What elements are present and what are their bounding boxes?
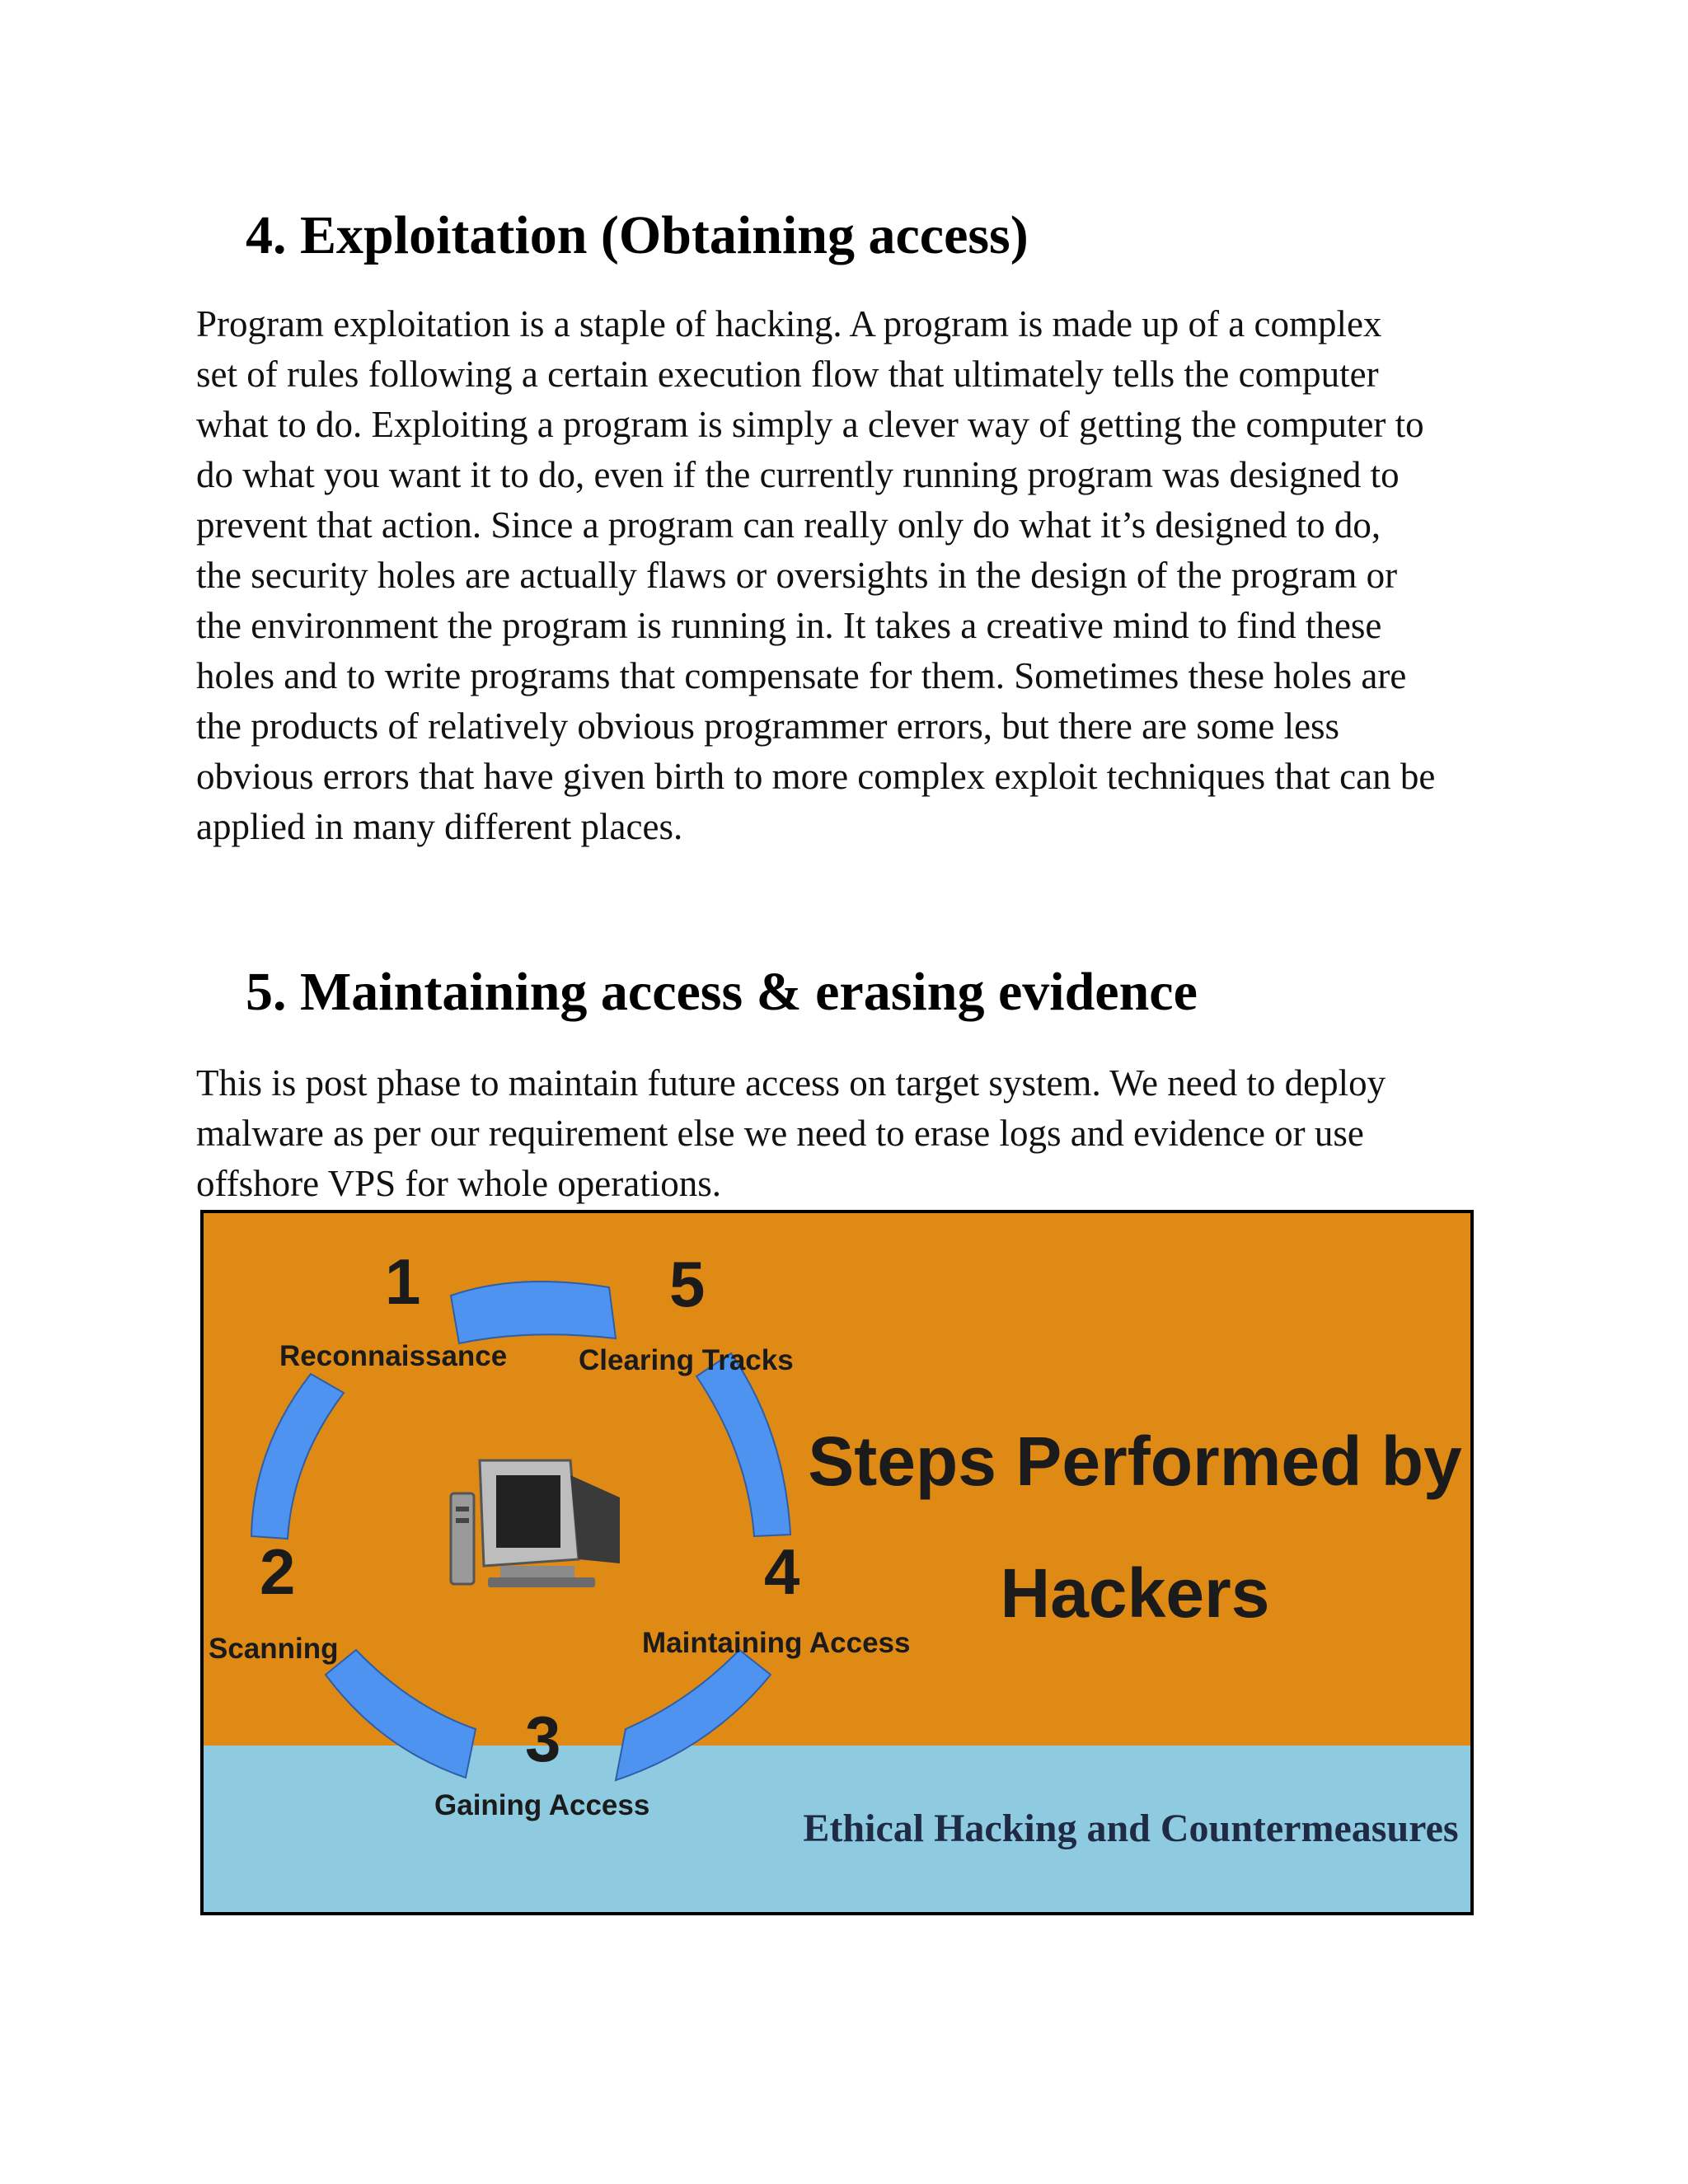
step-number-5: 5 — [669, 1248, 706, 1320]
step-number-2: 2 — [260, 1535, 296, 1608]
section-heading-maintaining-access: 5. Maintaining access & erasing evidence — [246, 962, 1198, 1022]
paragraph-line: malware as per our requirement else we need to erase logs and evidence or use — [196, 1113, 1364, 1154]
paragraph-line: holes and to write programs that compensate for them. Sometimes these holes are — [196, 655, 1407, 696]
step-label-gaining-access: Gaining Access — [434, 1789, 650, 1821]
section-paragraph-exploitation — [196, 299, 1435, 852]
step-label-scanning: Scanning — [209, 1633, 339, 1665]
step-number-3: 3 — [525, 1703, 561, 1775]
paragraph-line: offshore VPS for whole operations. — [196, 1163, 722, 1204]
section-paragraph-maintaining-access — [196, 1058, 1386, 1209]
paragraph-line: set of rules following a certain execution flow that ultimately tells the computer — [196, 354, 1379, 395]
step-number-4: 4 — [764, 1535, 800, 1608]
step-label-maintaining-access: Maintaining Access — [642, 1627, 911, 1659]
figure-footer-text: Ethical Hacking and Countermeasures — [803, 1807, 1459, 1850]
arc-top — [451, 1282, 616, 1343]
paragraph-line: what to do. Exploiting a program is simply a clever way of getting the computer to — [196, 404, 1424, 445]
paragraph-line: do what you want it to do, even if the currently running program was designed to — [196, 454, 1400, 495]
hacking-steps-figure — [200, 1210, 1474, 1915]
paragraph-line: applied in many different places. — [196, 806, 683, 847]
figure-title-line2: Hackers — [1000, 1554, 1270, 1632]
paragraph-line: Program exploitation is a staple of hacking. A program is made up of a complex — [196, 303, 1382, 344]
paragraph-line: the products of relatively obvious programmer errors, but there are some less — [196, 705, 1340, 747]
figure-title-line1: Steps Performed by — [808, 1422, 1462, 1500]
paragraph-line: prevent that action. Since a program can really only do what it’s designed to do, — [196, 504, 1381, 546]
paragraph-line: This is post phase to maintain future access on target system. We need to deploy — [196, 1062, 1386, 1104]
step-label-reconnaissance: Reconnaissance — [279, 1340, 508, 1372]
step-label-clearing-tracks: Clearing Tracks — [579, 1344, 794, 1376]
paragraph-line: the environment the program is running in. It takes a creative mind to find these — [196, 605, 1382, 646]
paragraph-line: obvious errors that have given birth to more complex exploit techniques that can be — [196, 756, 1436, 797]
paragraph-line: the security holes are actually flaws or oversights in the design of the program or — [196, 555, 1398, 596]
step-number-1: 1 — [385, 1245, 421, 1318]
section-heading-exploitation: 4. Exploitation (Obtaining access) — [246, 205, 1029, 265]
